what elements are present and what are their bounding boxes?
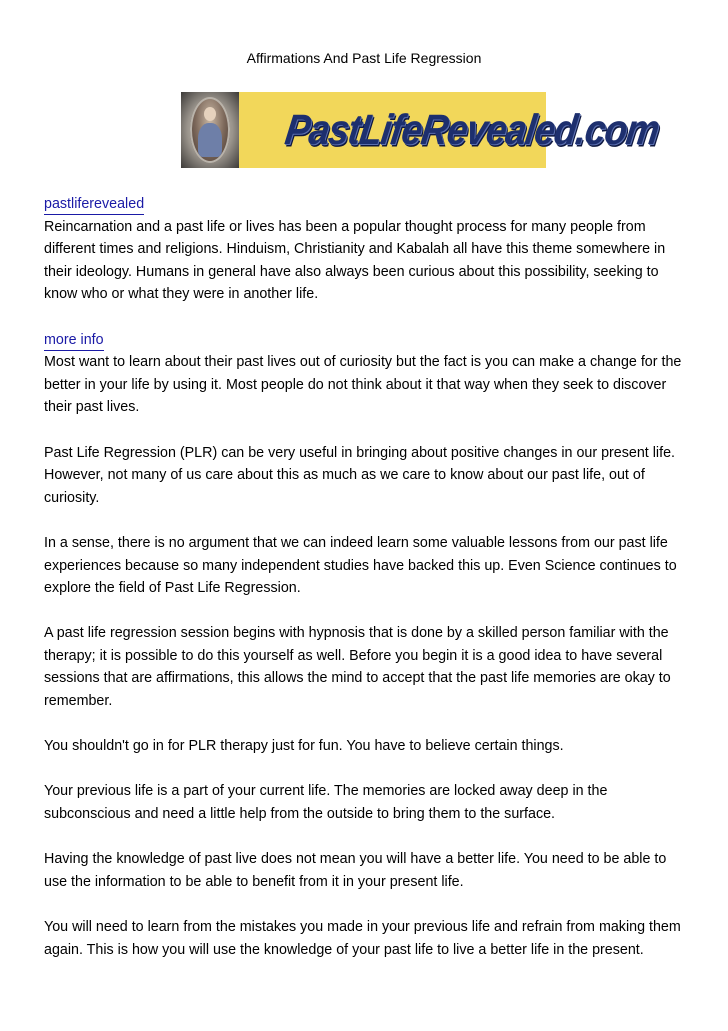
more-info-link[interactable]: more info <box>44 330 104 351</box>
paragraph-2 <box>44 329 692 419</box>
paragraph-5: A past life regression session begins with hypnosis that is done by a skilled person familiar with the therapy; it is possible to do this yourself as well. Before you begin it is a good idea to have several sessions that are affirmations, this allows the mind to accept that the past life memories are okay to remember. <box>44 625 671 710</box>
site-logo-text: PastLifeRevealed.com <box>282 106 662 154</box>
paragraph-8: Having the knowledge of past live does not mean you will have a better life. You need to be able to use the information to be able to benefit from it in your present life. <box>44 851 667 890</box>
paragraph-9: You will need to learn from the mistakes you made in your previous life and refrain from making them again. This is how you will use the knowledge of your past life to live a better life in the present. <box>44 919 681 958</box>
paragraph-6: You shouldn't go in for PLR therapy just for fun. You have to believe certain things. <box>44 738 564 755</box>
portrait-icon <box>181 92 239 168</box>
pastliferevealed-link[interactable]: pastliferevealed <box>44 194 144 215</box>
paragraph-7: Your previous life is a part of your current life. The memories are locked away deep in the subconscious and need a little help from the outside to bring them to the surface. <box>44 783 608 823</box>
paragraph-text: Reincarnation and a past life or lives has been a popular thought process for many people from different times and religions. Hinduism, Christianity and Kabalah all have this theme somewhere in their ideology. Humans in general have also always been curious about this possibility, seeking to know who or what they were in another life. <box>44 218 666 303</box>
paragraph-1 <box>44 193 692 306</box>
paragraph-text: Most want to learn about their past lives out of curiosity but the fact is you can make a change for the better in your life by using it. Most people do not think about it that way when they seek to discover their past lives. <box>44 354 682 416</box>
article-body <box>44 193 692 961</box>
site-banner[interactable] <box>181 92 662 168</box>
paragraph-3: Past Life Regression (PLR) can be very useful in bringing about positive changes in our present life. However, not many of us care about this as much as we care to know about our past life, out of curiosity. <box>44 444 676 506</box>
paragraph-4: In a sense, there is no argument that we can indeed learn some valuable lessons from our past life experiences because so many independent studies have backed this up. Even Science continues to explore the field of Past Life Regression. <box>44 534 677 597</box>
page-title: Affirmations And Past Life Regression <box>246 50 482 66</box>
